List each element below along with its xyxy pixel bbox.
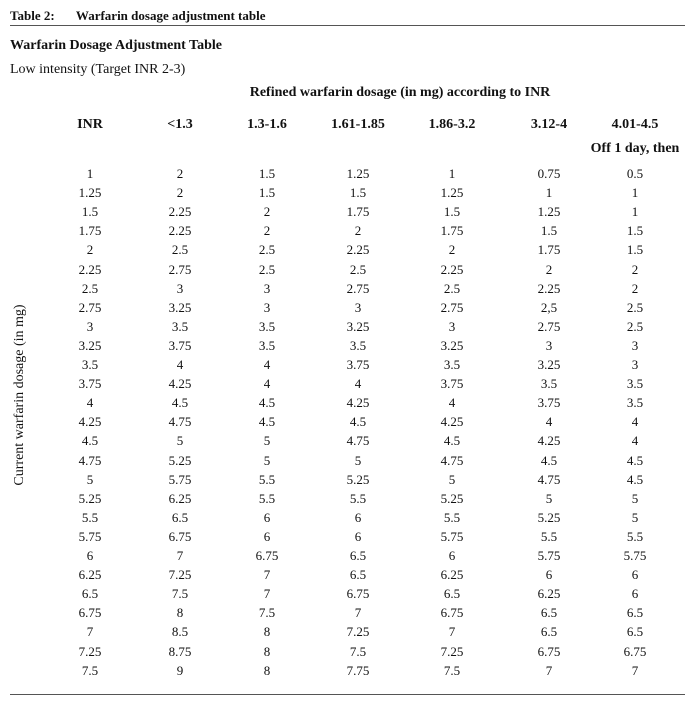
refined-dose-cell: 4.25 (168, 376, 192, 392)
refined-dose-cell: 1.75 (537, 242, 561, 258)
refined-dose-cell: 3.75 (537, 395, 561, 411)
refined-dose-cell: 3.5 (540, 376, 558, 392)
refined-dose-cell: 1.25 (346, 166, 370, 181)
table-row (0, 603, 700, 622)
current-dose-cell: 7.25 (78, 643, 102, 659)
refined-dose-cell: 6.5 (443, 586, 461, 602)
refined-dose-cell: 6.5 (626, 624, 644, 640)
refined-dose-cell: 7.5 (443, 662, 461, 678)
refined-dose-cell: 6 (545, 567, 553, 583)
table-row (0, 355, 700, 374)
refined-dose-cell: 2.75 (168, 261, 192, 277)
refined-dose-cell: 4.5 (443, 433, 461, 449)
refined-dose-cell: 4.25 (440, 414, 464, 430)
refined-dose-cell: 5 (263, 433, 271, 449)
refined-dose-cell: 2 (631, 261, 639, 277)
top-rule (10, 25, 685, 26)
refined-dose-cell: 8.5 (171, 624, 189, 640)
refined-dose-cell: 7.5 (258, 605, 276, 621)
current-dose-cell: 2.25 (78, 261, 102, 277)
refined-dose-cell: 1.25 (440, 185, 464, 201)
current-dose-cell: 4 (86, 395, 94, 411)
refined-dose-cell: 3.75 (346, 357, 370, 372)
refined-dose-cell: 4.5 (171, 395, 189, 411)
refined-dose-cell: 3 (631, 357, 639, 372)
refined-dose-cell: 4.75 (537, 471, 561, 487)
table-row (0, 317, 700, 336)
refined-dose-cell: 5 (448, 471, 456, 487)
refined-dose-cell: 4.5 (349, 414, 367, 430)
refined-dose-cell: 7.25 (168, 567, 192, 583)
current-dose-cell: 4.25 (78, 414, 102, 430)
refined-dose-cell: 1 (631, 185, 639, 201)
refined-dose-cell: 5 (176, 433, 184, 449)
refined-dose-cell: 1 (448, 166, 456, 181)
refined-dose-cell: 4.5 (626, 471, 644, 487)
table-row (0, 279, 700, 298)
refined-dose-cell: 3.25 (537, 357, 561, 372)
refined-dose-cell: 6.75 (440, 605, 464, 621)
table-row (0, 661, 700, 680)
refined-dose-cell: 2 (448, 242, 456, 258)
refined-dose-cell: 4 (631, 414, 639, 430)
refined-dose-cell: 3 (176, 280, 184, 296)
refined-dose-cell: 1.25 (537, 204, 561, 220)
refined-dose-cell: 3.5 (443, 357, 461, 372)
column-header-3-12-4: 3.12-4 (530, 117, 568, 132)
column-header-4-01-4-5: 4.01-4.5 (611, 117, 659, 132)
refined-dose-cell: 2.5 (171, 242, 189, 258)
refined-dose-cell: 5.75 (440, 528, 464, 544)
refined-dose-cell: 5.25 (440, 490, 464, 506)
refined-dose-cell: 3 (448, 318, 456, 334)
refined-dose-cell: 2.25 (168, 223, 192, 239)
refined-dose-cell: 8 (176, 605, 184, 621)
current-dose-cell: 7.5 (81, 662, 99, 678)
refined-dose-cell: 2.5 (258, 261, 276, 277)
table-caption (10, 8, 266, 24)
refined-dose-cell: 4.5 (626, 452, 644, 468)
refined-dose-cell: 5.75 (623, 548, 647, 563)
refined-dose-cell: 6 (448, 548, 456, 563)
refined-dose-cell: 7.25 (346, 624, 370, 640)
column-header-inr: INR (77, 117, 103, 132)
refined-dose-cell: 3.5 (258, 337, 276, 353)
refined-dose-cell: 6 (354, 509, 362, 525)
refined-dose-cell: 3.75 (440, 376, 464, 392)
table-row (0, 508, 700, 527)
current-dose-cell: 1.5 (81, 204, 99, 220)
refined-dose-cell: 5.5 (540, 528, 558, 544)
current-dose-cell: 1 (86, 166, 94, 181)
current-dose-cell: 1.25 (78, 185, 102, 201)
table-row (0, 565, 700, 584)
refined-dose-cell: 7 (448, 624, 456, 640)
table-row (0, 546, 700, 565)
refined-dose-cell: 1.5 (443, 204, 461, 220)
refined-dose-cell: 7 (354, 605, 362, 621)
refined-dose-cell: 7 (263, 567, 271, 583)
refined-dose-cell: 5.5 (258, 490, 276, 506)
refined-dose-cell: 6.5 (349, 567, 367, 583)
refined-dose-cell: 6.5 (626, 605, 644, 621)
refined-dose-cell: 4.5 (258, 414, 276, 430)
current-dose-cell: 2.5 (81, 280, 99, 296)
table-row (0, 470, 700, 489)
refined-dose-cell: 2 (263, 223, 271, 239)
refined-dose-cell: 7 (263, 586, 271, 602)
refined-dose-cell: 6.75 (346, 586, 370, 602)
refined-dose-cell: 4 (176, 357, 184, 372)
refined-dose-cell: 1 (631, 204, 639, 220)
refined-dose-cell: 6 (354, 528, 362, 544)
table-caption-label: Table 2: (10, 8, 55, 23)
refined-dose-cell: 2 (176, 185, 184, 201)
refined-dose-cell: 4.75 (440, 452, 464, 468)
refined-dose-cell: 4 (545, 414, 553, 430)
table-subheading: Low intensity (Target INR 2-3) (10, 62, 186, 77)
table-row (0, 202, 700, 221)
refined-dose-cell: 2.5 (258, 242, 276, 258)
refined-dose-cell: 2 (631, 280, 639, 296)
refined-dose-cell: 4.5 (258, 395, 276, 411)
refined-dose-cell: 6.75 (168, 528, 192, 544)
refined-dose-cell: 4 (263, 357, 271, 372)
refined-dose-cell: 6.5 (540, 605, 558, 621)
refined-dose-cell: 4.25 (346, 395, 370, 411)
refined-dose-cell: 1.5 (258, 185, 276, 201)
refined-dose-cell: 2.5 (626, 299, 644, 315)
current-dose-cell: 5.5 (81, 509, 99, 525)
refined-dose-cell: 3.75 (168, 337, 192, 353)
table-heading: Warfarin Dosage Adjustment Table (10, 38, 222, 53)
refined-dose-cell: 4 (263, 376, 271, 392)
refined-dose-cell: 1.5 (626, 223, 644, 239)
current-dose-cell: 2 (86, 242, 94, 258)
table-row (0, 298, 700, 317)
refined-dose-cell: 6.5 (540, 624, 558, 640)
refined-dose-cell: 8 (263, 643, 271, 659)
refined-dose-cell: 2.5 (626, 318, 644, 334)
refined-dose-cell: 5.25 (346, 471, 370, 487)
refined-dose-cell: 5 (354, 452, 362, 468)
refined-dose-cell: 3.5 (258, 318, 276, 334)
refined-dose-cell: 1.5 (258, 166, 276, 181)
current-dose-cell: 5.25 (78, 490, 102, 506)
refined-dose-cell: 7.25 (440, 643, 464, 659)
refined-dose-cell: 1.75 (346, 204, 370, 220)
bottom-rule (10, 694, 685, 695)
table-row (0, 431, 700, 450)
current-dose-cell: 3.5 (81, 357, 99, 372)
refined-dose-cell: 5.5 (626, 528, 644, 544)
current-dose-cell: 6 (86, 548, 94, 563)
column-note-off-1-day: Off 1 day, then (590, 141, 680, 156)
table-row (0, 642, 700, 661)
table-row (0, 412, 700, 431)
refined-dose-cell: 5 (631, 490, 639, 506)
refined-dose-cell: 6 (263, 528, 271, 544)
refined-dose-cell: 2.75 (440, 299, 464, 315)
table-row (0, 489, 700, 508)
refined-dose-cell: 5.25 (168, 452, 192, 468)
table-row (0, 183, 700, 202)
refined-dose-cell: 2 (176, 166, 184, 181)
refined-dose-cell: 5.5 (443, 509, 461, 525)
refined-dose-cell: 3 (263, 299, 271, 315)
refined-dose-cell: 8 (263, 662, 271, 678)
current-dose-cell: 5.75 (78, 528, 102, 544)
table-row (0, 260, 700, 279)
refined-dose-cell: 3 (354, 299, 362, 315)
current-dose-cell: 5 (86, 471, 94, 487)
refined-dose-cell: 7 (631, 662, 639, 678)
refined-dose-cell: 6 (631, 586, 639, 602)
refined-dose-cell: 3.25 (168, 299, 192, 315)
table-row (0, 164, 700, 183)
refined-dose-cell: 6.5 (171, 509, 189, 525)
refined-dose-cell: 7 (176, 548, 184, 563)
table-caption-title: Warfarin dosage adjustment table (75, 8, 266, 23)
refined-dose-cell: 1 (545, 185, 553, 201)
current-dose-cell: 4.5 (81, 433, 99, 449)
refined-dose-cell: 6 (263, 509, 271, 525)
table-row (0, 240, 700, 259)
refined-dose-cell: 1.75 (440, 223, 464, 239)
refined-dose-cell: 4.25 (537, 433, 561, 449)
refined-dose-cell: 7.5 (349, 643, 367, 659)
current-dose-cell: 3.75 (78, 376, 102, 392)
refined-dose-cell: 5 (631, 509, 639, 525)
refined-dose-cell: 6.75 (537, 643, 561, 659)
refined-dose-cell: 2.75 (346, 280, 370, 296)
table-row (0, 527, 700, 546)
column-header-1-61-1-85: 1.61-1.85 (331, 117, 385, 132)
current-dose-cell: 6.25 (78, 567, 102, 583)
refined-dose-cell: 3.5 (171, 318, 189, 334)
refined-dose-cell: 8.75 (168, 643, 192, 659)
refined-dose-cell: 3.5 (626, 395, 644, 411)
refined-dose-cell: 6.75 (623, 643, 647, 659)
refined-dose-cell: 5.5 (258, 471, 276, 487)
refined-dose-cell: 2 (263, 204, 271, 220)
refined-dose-cell: 5.75 (537, 548, 561, 563)
refined-dose-cell: 9 (176, 662, 184, 678)
refined-dose-cell: 3 (545, 337, 553, 353)
table-row (0, 622, 700, 641)
refined-dose-cell: 6.25 (168, 490, 192, 506)
refined-dose-cell: 4.5 (540, 452, 558, 468)
table-row (0, 451, 700, 470)
table-row (0, 221, 700, 240)
refined-dose-cell: 5.25 (537, 509, 561, 525)
refined-dose-cell: 5.75 (168, 471, 192, 487)
table-row (0, 374, 700, 393)
refined-dose-cell: 2.25 (346, 242, 370, 258)
refined-dose-cell: 6.25 (440, 567, 464, 583)
refined-dose-cell: 5.5 (349, 490, 367, 506)
current-dose-cell: 3 (86, 318, 94, 334)
refined-dose-cell: 0.75 (537, 166, 561, 181)
refined-dose-cell: 6.75 (255, 548, 279, 563)
table-row (0, 393, 700, 412)
refined-dose-cell: 7.5 (171, 586, 189, 602)
refined-dose-cell: 3.25 (440, 337, 464, 353)
refined-dose-cell: 8 (263, 624, 271, 640)
refined-dose-cell: 6.25 (537, 586, 561, 602)
refined-dose-cell: 3.25 (346, 318, 370, 334)
refined-dose-cell: 2 (354, 223, 362, 239)
current-dose-cell: 1.75 (78, 223, 102, 239)
refined-dose-cell: 6.5 (349, 548, 367, 563)
current-dose-cell: 4.75 (78, 452, 102, 468)
current-dose-cell: 6.5 (81, 586, 99, 602)
refined-dose-cell: 2 (545, 261, 553, 277)
refined-dose-cell: 2.5 (349, 261, 367, 277)
refined-dose-cell: 4 (631, 433, 639, 449)
refined-dose-cell: 3.5 (349, 337, 367, 353)
refined-dose-cell: 3 (631, 337, 639, 353)
column-spanner-header: Refined warfarin dosage (in mg) according to INR (249, 85, 551, 100)
current-dose-cell: 2.75 (78, 299, 102, 315)
current-dose-cell: 7 (86, 624, 94, 640)
refined-dose-cell: 3.5 (626, 376, 644, 392)
refined-dose-cell: 1.5 (540, 223, 558, 239)
column-header-1-3-1-6: 1.3-1.6 (247, 117, 287, 132)
refined-dose-cell: 4.75 (346, 433, 370, 449)
refined-dose-cell: 2,5 (540, 299, 558, 315)
refined-dose-cell: 4 (448, 395, 456, 411)
refined-dose-cell: 4.75 (168, 414, 192, 430)
refined-dose-cell: 1.5 (349, 185, 367, 201)
refined-dose-cell: 1.5 (626, 242, 644, 258)
refined-dose-cell: 2.5 (443, 280, 461, 296)
refined-dose-cell: 7 (545, 662, 553, 678)
refined-dose-cell: 2.25 (537, 280, 561, 296)
refined-dose-cell: 5 (545, 490, 553, 506)
refined-dose-cell: 0.5 (626, 166, 644, 181)
current-dose-cell: 6.75 (78, 605, 102, 621)
refined-dose-cell: 6 (631, 567, 639, 583)
refined-dose-cell: 5 (263, 452, 271, 468)
refined-dose-cell: 2.25 (168, 204, 192, 220)
refined-dose-cell: 3 (263, 280, 271, 296)
row-axis-label-text: Current warfarin dosage (in mg) (12, 304, 27, 486)
table-row (0, 336, 700, 355)
column-header-1-86-3-2: 1.86-3.2 (428, 117, 476, 132)
table-row (0, 584, 700, 603)
refined-dose-cell: 2.25 (440, 261, 464, 277)
current-dose-cell: 3.25 (78, 337, 102, 353)
refined-dose-cell: 7.75 (346, 662, 370, 678)
refined-dose-cell: 4 (354, 376, 362, 392)
refined-dose-cell: 2.75 (537, 318, 561, 334)
column-header-lt-1-3: <1.3 (167, 117, 193, 132)
